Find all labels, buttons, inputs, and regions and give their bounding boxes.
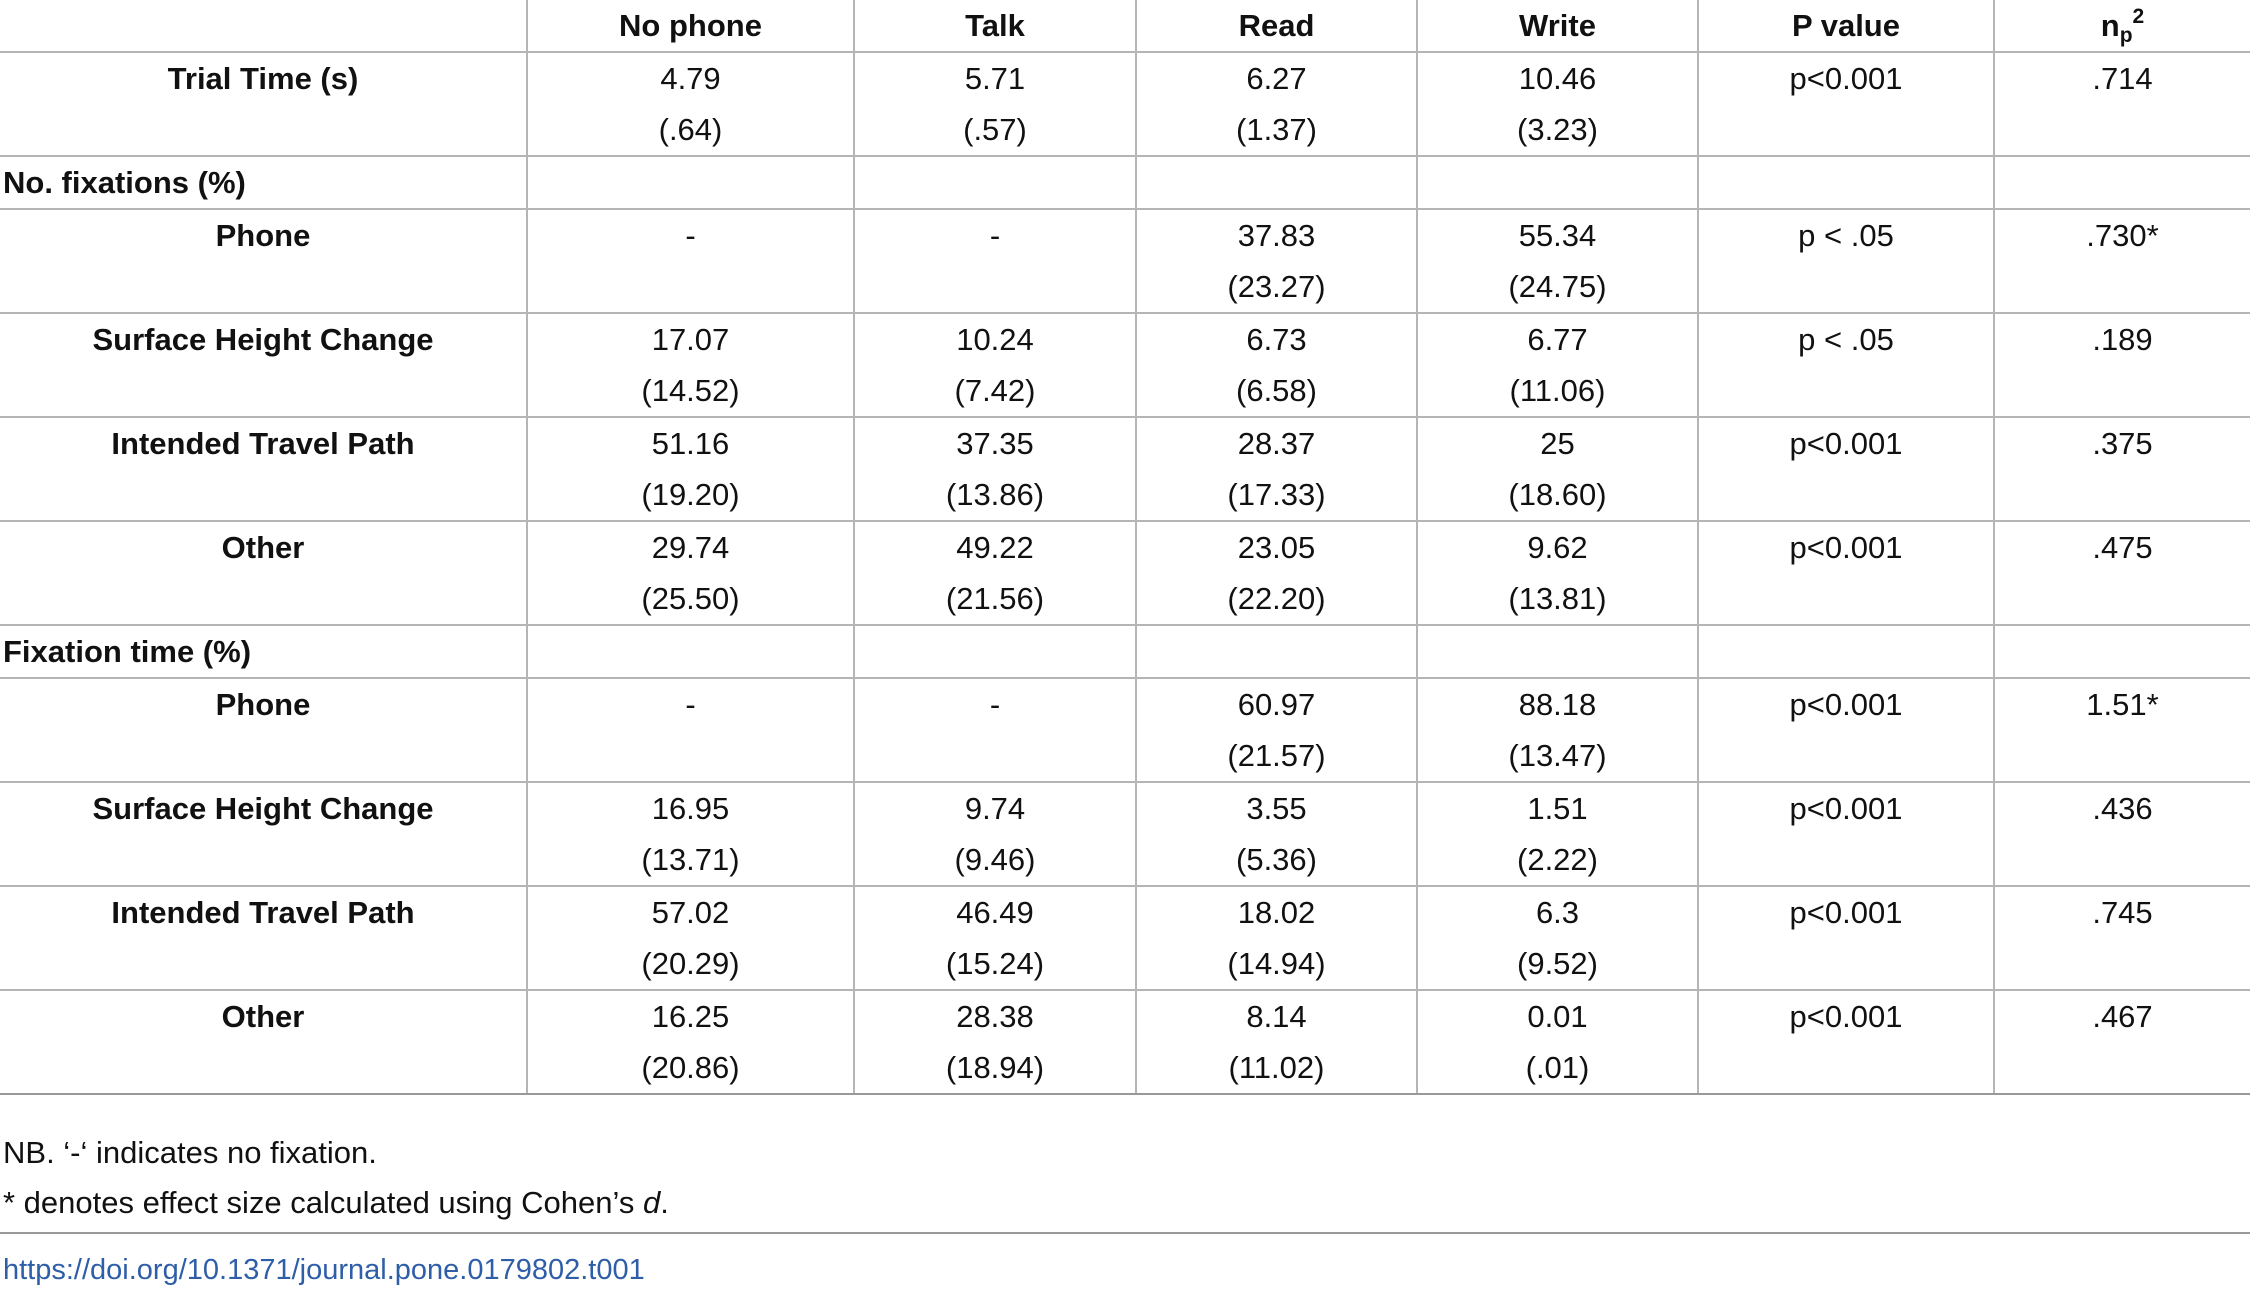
- cell-no-phone: 4.79: [527, 52, 854, 104]
- table-row: [0, 886, 2250, 938]
- row-label: Phone: [0, 209, 527, 261]
- cell-read: (6.58): [1136, 365, 1417, 417]
- cell-no-phone: [527, 261, 854, 313]
- note-no-fixation: NB. ‘-‘ indicates no fixation.: [3, 1135, 377, 1170]
- row-label: [0, 1042, 527, 1094]
- cell-talk: (18.94): [854, 1042, 1136, 1094]
- cell-effect-size: .714: [1994, 52, 2250, 104]
- table-row: [0, 782, 2250, 834]
- cell-p-value: [1698, 625, 1994, 678]
- cell-read: 28.37: [1136, 417, 1417, 469]
- table-notes: [3, 1128, 669, 1228]
- cell-no-phone: (.64): [527, 104, 854, 156]
- cell-write: (18.60): [1417, 469, 1698, 521]
- cell-write: (3.23): [1417, 104, 1698, 156]
- cell-talk: [854, 625, 1136, 678]
- cell-talk: [854, 261, 1136, 313]
- cell-no-phone: (14.52): [527, 365, 854, 417]
- cell-effect-size: .730*: [1994, 209, 2250, 261]
- note-effect-size-end: .: [660, 1185, 669, 1220]
- cell-talk: [854, 730, 1136, 782]
- cell-read: (11.02): [1136, 1042, 1417, 1094]
- header-cell-no-phone: No phone: [527, 0, 854, 52]
- cell-read: (17.33): [1136, 469, 1417, 521]
- table-row: [0, 573, 2250, 625]
- header-cell-talk: Talk: [854, 0, 1136, 52]
- table-row: [0, 156, 2250, 209]
- table-row: [0, 209, 2250, 261]
- cell-p-value: [1698, 573, 1994, 625]
- cell-p-value: p<0.001: [1698, 521, 1994, 573]
- row-label: Surface Height Change: [0, 782, 527, 834]
- cell-p-value: p<0.001: [1698, 52, 1994, 104]
- header-cell-p-value: P value: [1698, 0, 1994, 52]
- cell-read: [1136, 156, 1417, 209]
- row-label: [0, 469, 527, 521]
- cell-no-phone: 16.25: [527, 990, 854, 1042]
- table-row: [0, 313, 2250, 365]
- cell-talk: -: [854, 209, 1136, 261]
- table-row: [0, 417, 2250, 469]
- cell-write: 25: [1417, 417, 1698, 469]
- row-label: Other: [0, 990, 527, 1042]
- effect-size-superscript: 2: [2132, 4, 2145, 28]
- cell-p-value: [1698, 104, 1994, 156]
- row-label: [0, 730, 527, 782]
- cell-read: (23.27): [1136, 261, 1417, 313]
- cell-read: (14.94): [1136, 938, 1417, 990]
- cell-effect-size: [1994, 573, 2250, 625]
- table-row: [0, 938, 2250, 990]
- row-label: [0, 104, 527, 156]
- cell-p-value: [1698, 834, 1994, 886]
- cell-no-phone: 51.16: [527, 417, 854, 469]
- cell-p-value: p < .05: [1698, 209, 1994, 261]
- cell-write: 6.3: [1417, 886, 1698, 938]
- cell-write: 10.46: [1417, 52, 1698, 104]
- cell-effect-size: .375: [1994, 417, 2250, 469]
- row-label: Other: [0, 521, 527, 573]
- row-label: [0, 261, 527, 313]
- cell-write: 1.51: [1417, 782, 1698, 834]
- cell-read: (22.20): [1136, 573, 1417, 625]
- table-row: [0, 678, 2250, 730]
- cell-read: 6.27: [1136, 52, 1417, 104]
- footer-divider: [0, 1232, 2250, 1234]
- cell-write: (13.47): [1417, 730, 1698, 782]
- cell-p-value: p < .05: [1698, 313, 1994, 365]
- note-effect-size-italic: d: [642, 1185, 661, 1220]
- table-row: [0, 730, 2250, 782]
- cell-read: (1.37): [1136, 104, 1417, 156]
- cell-effect-size: [1994, 625, 2250, 678]
- cell-write: 6.77: [1417, 313, 1698, 365]
- cell-no-phone: -: [527, 209, 854, 261]
- row-label: [0, 834, 527, 886]
- cell-p-value: [1698, 365, 1994, 417]
- cell-effect-size: [1994, 261, 2250, 313]
- table-row: [0, 104, 2250, 156]
- cell-read: 8.14: [1136, 990, 1417, 1042]
- cell-no-phone: (20.86): [527, 1042, 854, 1094]
- cell-talk: [854, 156, 1136, 209]
- cell-write: (.01): [1417, 1042, 1698, 1094]
- cell-effect-size: .436: [1994, 782, 2250, 834]
- cell-talk: -: [854, 678, 1136, 730]
- cell-write: (13.81): [1417, 573, 1698, 625]
- cell-p-value: [1698, 938, 1994, 990]
- cell-no-phone: 17.07: [527, 313, 854, 365]
- row-label: Intended Travel Path: [0, 417, 527, 469]
- cell-p-value: p<0.001: [1698, 678, 1994, 730]
- table-row: [0, 834, 2250, 886]
- doi-link[interactable]: https://doi.org/10.1371/journal.pone.0179802.t001: [3, 1254, 645, 1286]
- table-row: [0, 52, 2250, 104]
- cell-effect-size: 1.51*: [1994, 678, 2250, 730]
- cell-write: (11.06): [1417, 365, 1698, 417]
- cell-no-phone: -: [527, 678, 854, 730]
- cell-no-phone: [527, 625, 854, 678]
- cell-read: 37.83: [1136, 209, 1417, 261]
- cell-talk: 46.49: [854, 886, 1136, 938]
- cell-write: 9.62: [1417, 521, 1698, 573]
- row-label: [0, 365, 527, 417]
- cell-talk: (.57): [854, 104, 1136, 156]
- cell-effect-size: [1994, 156, 2250, 209]
- note-effect-size: [3, 1178, 669, 1228]
- cell-p-value: [1698, 1042, 1994, 1094]
- cell-p-value: [1698, 730, 1994, 782]
- cell-talk: (9.46): [854, 834, 1136, 886]
- row-label: [0, 938, 527, 990]
- cell-p-value: [1698, 469, 1994, 521]
- cell-talk: (13.86): [854, 469, 1136, 521]
- cell-talk: (7.42): [854, 365, 1136, 417]
- table-row: [0, 625, 2250, 678]
- cell-p-value: [1698, 156, 1994, 209]
- cell-talk: 28.38: [854, 990, 1136, 1042]
- cell-read: 3.55: [1136, 782, 1417, 834]
- cell-read: 60.97: [1136, 678, 1417, 730]
- effect-size-subscript: p: [2119, 23, 2133, 47]
- section-label: No. fixations (%): [0, 156, 527, 209]
- cell-talk: 37.35: [854, 417, 1136, 469]
- cell-p-value: [1698, 261, 1994, 313]
- cell-talk: 9.74: [854, 782, 1136, 834]
- cell-no-phone: 29.74: [527, 521, 854, 573]
- cell-effect-size: [1994, 938, 2250, 990]
- cell-write: [1417, 625, 1698, 678]
- row-label: Phone: [0, 678, 527, 730]
- cell-p-value: p<0.001: [1698, 886, 1994, 938]
- cell-effect-size: [1994, 730, 2250, 782]
- row-label: Surface Height Change: [0, 313, 527, 365]
- cell-read: 6.73: [1136, 313, 1417, 365]
- cell-p-value: p<0.001: [1698, 782, 1994, 834]
- cell-no-phone: 57.02: [527, 886, 854, 938]
- cell-p-value: p<0.001: [1698, 417, 1994, 469]
- cell-effect-size: .475: [1994, 521, 2250, 573]
- effect-size-symbol: n: [2100, 7, 2120, 43]
- row-label: [0, 573, 527, 625]
- cell-talk: (21.56): [854, 573, 1136, 625]
- cell-effect-size: [1994, 834, 2250, 886]
- cell-talk: 49.22: [854, 521, 1136, 573]
- cell-no-phone: [527, 156, 854, 209]
- cell-read: (5.36): [1136, 834, 1417, 886]
- cell-write: (2.22): [1417, 834, 1698, 886]
- cell-talk: 5.71: [854, 52, 1136, 104]
- cell-effect-size: [1994, 469, 2250, 521]
- cell-p-value: p<0.001: [1698, 990, 1994, 1042]
- cell-read: 23.05: [1136, 521, 1417, 573]
- section-label: Fixation time (%): [0, 625, 527, 678]
- cell-write: (24.75): [1417, 261, 1698, 313]
- cell-no-phone: (13.71): [527, 834, 854, 886]
- cell-write: [1417, 156, 1698, 209]
- cell-no-phone: [527, 730, 854, 782]
- table-row: [0, 521, 2250, 573]
- table-header-row: [0, 0, 2250, 52]
- table-row: [0, 1042, 2250, 1094]
- cell-effect-size: [1994, 104, 2250, 156]
- cell-effect-size: .467: [1994, 990, 2250, 1042]
- header-cell-read: Read: [1136, 0, 1417, 52]
- table-row: [0, 261, 2250, 313]
- table-row: [0, 469, 2250, 521]
- cell-write: 0.01: [1417, 990, 1698, 1042]
- row-label: Intended Travel Path: [0, 886, 527, 938]
- cell-effect-size: [1994, 1042, 2250, 1094]
- header-cell-label: [0, 0, 527, 52]
- cell-no-phone: (25.50): [527, 573, 854, 625]
- cell-write: 55.34: [1417, 209, 1698, 261]
- header-cell-write: Write: [1417, 0, 1698, 52]
- cell-read: 18.02: [1136, 886, 1417, 938]
- table-row: [0, 990, 2250, 1042]
- cell-no-phone: 16.95: [527, 782, 854, 834]
- cell-read: (21.57): [1136, 730, 1417, 782]
- cell-read: [1136, 625, 1417, 678]
- cell-effect-size: .189: [1994, 313, 2250, 365]
- table-row: [0, 365, 2250, 417]
- cell-effect-size: .745: [1994, 886, 2250, 938]
- cell-write: (9.52): [1417, 938, 1698, 990]
- cell-no-phone: (19.20): [527, 469, 854, 521]
- header-cell-effect-size: [1994, 0, 2250, 52]
- cell-talk: 10.24: [854, 313, 1136, 365]
- note-effect-size-text: * denotes effect size calculated using Cohen’s: [3, 1185, 643, 1220]
- cell-no-phone: (20.29): [527, 938, 854, 990]
- cell-talk: (15.24): [854, 938, 1136, 990]
- row-label: Trial Time (s): [0, 52, 527, 104]
- cell-effect-size: [1994, 365, 2250, 417]
- cell-write: 88.18: [1417, 678, 1698, 730]
